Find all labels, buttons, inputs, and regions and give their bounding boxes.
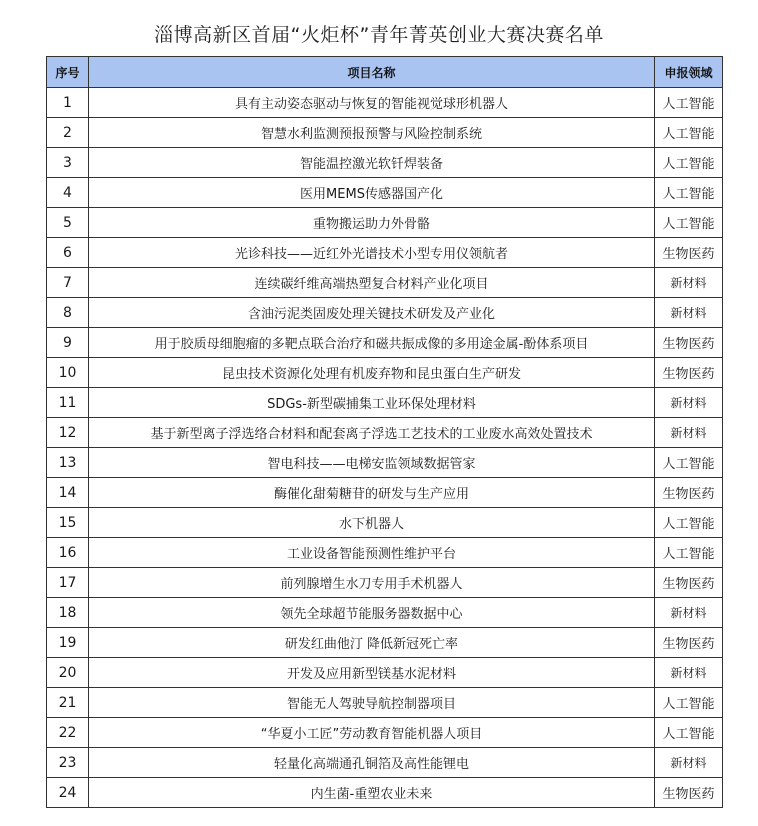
project-name: 水下机器人: [89, 508, 655, 538]
project-domain: 新材料: [655, 598, 723, 628]
row-number: 8: [47, 298, 89, 328]
row-number: 15: [47, 508, 89, 538]
table-row: [47, 478, 723, 508]
table-row: [47, 568, 723, 598]
project-domain: 新材料: [655, 418, 723, 448]
row-number: 6: [47, 238, 89, 268]
table-row: [47, 628, 723, 658]
row-number: 22: [47, 718, 89, 748]
project-domain: 人工智能: [655, 448, 723, 478]
table-row: [47, 298, 723, 328]
project-domain: 人工智能: [655, 718, 723, 748]
row-number: 23: [47, 748, 89, 778]
row-number: 10: [47, 358, 89, 388]
table-row: [47, 508, 723, 538]
project-domain: 新材料: [655, 748, 723, 778]
header-num: 序号: [47, 57, 89, 88]
project-name: 含油污泥类固废处理关键技术研发及产业化: [89, 298, 655, 328]
table-row: [47, 148, 723, 178]
project-domain: 人工智能: [655, 88, 723, 118]
project-domain: 生物医药: [655, 778, 723, 808]
row-number: 12: [47, 418, 89, 448]
row-number: 19: [47, 628, 89, 658]
table-row: [47, 538, 723, 568]
project-domain: 人工智能: [655, 208, 723, 238]
project-name: 智电科技——电梯安监领域数据管家: [89, 448, 655, 478]
project-name: 昆虫技术资源化处理有机废弃物和昆虫蛋白生产研发: [89, 358, 655, 388]
project-domain: 人工智能: [655, 148, 723, 178]
project-domain: 人工智能: [655, 508, 723, 538]
row-number: 18: [47, 598, 89, 628]
table-row: [47, 748, 723, 778]
project-domain: 人工智能: [655, 538, 723, 568]
project-name: 领先全球超节能服务器数据中心: [89, 598, 655, 628]
project-name: 重物搬运助力外骨骼: [89, 208, 655, 238]
project-name: 智慧水利监测预报预警与风险控制系统: [89, 118, 655, 148]
row-number: 7: [47, 268, 89, 298]
row-number: 9: [47, 328, 89, 358]
project-domain: 人工智能: [655, 688, 723, 718]
table-row: [47, 268, 723, 298]
row-number: 11: [47, 388, 89, 418]
project-name: 光诊科技——近红外光谱技术小型专用仪领航者: [89, 238, 655, 268]
project-name: 轻量化高端通孔铜箔及高性能锂电: [89, 748, 655, 778]
table-row: [47, 418, 723, 448]
project-name: 医用MEMS传感器国产化: [89, 178, 655, 208]
project-domain: 新材料: [655, 268, 723, 298]
project-name: 用于胶质母细胞瘤的多靶点联合治疗和磁共振成像的多用途金属-酚体系项目: [89, 328, 655, 358]
table-row: [47, 598, 723, 628]
row-number: 17: [47, 568, 89, 598]
row-number: 13: [47, 448, 89, 478]
project-domain: 生物医药: [655, 478, 723, 508]
project-name: 智能无人驾驶导航控制器项目: [89, 688, 655, 718]
table-row: [47, 388, 723, 418]
finalist-table: [46, 56, 723, 808]
project-domain: 新材料: [655, 388, 723, 418]
row-number: 3: [47, 148, 89, 178]
project-domain: 人工智能: [655, 118, 723, 148]
project-domain: 新材料: [655, 298, 723, 328]
row-number: 1: [47, 88, 89, 118]
table-row: [47, 88, 723, 118]
project-domain: 生物医药: [655, 568, 723, 598]
project-name: 开发及应用新型镁基水泥材料: [89, 658, 655, 688]
table-row: [47, 208, 723, 238]
project-domain: 生物医药: [655, 358, 723, 388]
project-domain: 生物医药: [655, 328, 723, 358]
table-row: [47, 238, 723, 268]
header-name: 项目名称: [89, 57, 655, 88]
table-row: [47, 688, 723, 718]
row-number: 16: [47, 538, 89, 568]
project-name: 前列腺增生水刀专用手术机器人: [89, 568, 655, 598]
project-name: 酶催化甜菊糖苷的研发与生产应用: [89, 478, 655, 508]
header-domain: 申报领域: [655, 57, 723, 88]
project-name: 智能温控激光软钎焊装备: [89, 148, 655, 178]
project-name: SDGs-新型碳捕集工业环保处理材料: [89, 388, 655, 418]
project-domain: 生物医药: [655, 628, 723, 658]
project-name: “华夏小工匠”劳动教育智能机器人项目: [89, 718, 655, 748]
project-name: 内生菌-重塑农业未来: [89, 778, 655, 808]
row-number: 14: [47, 478, 89, 508]
table-row: [47, 358, 723, 388]
row-number: 5: [47, 208, 89, 238]
table-row: [47, 328, 723, 358]
project-name: 基于新型离子浮选络合材料和配套离子浮选工艺技术的工业废水高效处置技术: [89, 418, 655, 448]
project-domain: 人工智能: [655, 178, 723, 208]
project-name: 研发红曲他汀 降低新冠死亡率: [89, 628, 655, 658]
table-row: [47, 718, 723, 748]
project-domain: 生物医药: [655, 238, 723, 268]
page-title: 淄博高新区首届“火炬杯”青年菁英创业大赛决赛名单: [154, 24, 604, 46]
table-row: [47, 448, 723, 478]
table-row: [47, 778, 723, 808]
project-name: 具有主动姿态驱动与恢复的智能视觉球形机器人: [89, 88, 655, 118]
table-row: [47, 118, 723, 148]
table-row: [47, 178, 723, 208]
table-row: [47, 658, 723, 688]
row-number: 21: [47, 688, 89, 718]
row-number: 24: [47, 778, 89, 808]
row-number: 4: [47, 178, 89, 208]
row-number: 20: [47, 658, 89, 688]
project-name: 连续碳纤维高端热塑复合材料产业化项目: [89, 268, 655, 298]
project-name: 工业设备智能预测性维护平台: [89, 538, 655, 568]
table-header-row: [47, 57, 723, 88]
row-number: 2: [47, 118, 89, 148]
project-domain: 新材料: [655, 658, 723, 688]
